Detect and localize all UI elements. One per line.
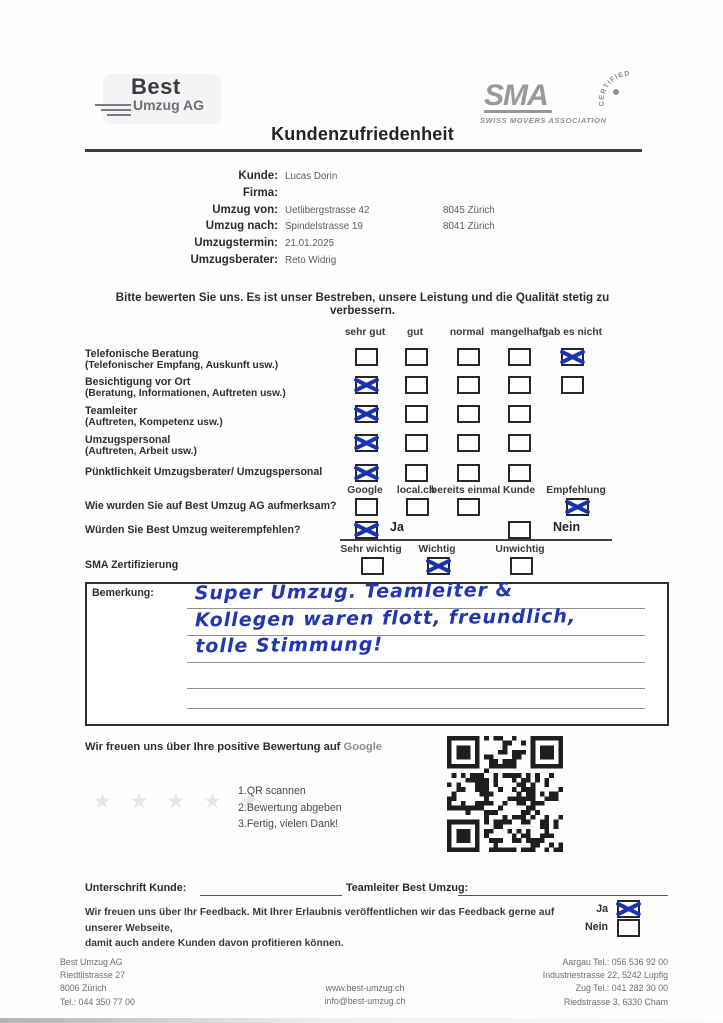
info-row-umzug-nach bbox=[85, 220, 640, 237]
checkbox-gut[interactable] bbox=[405, 405, 428, 423]
rating-question: Telefonische Beratung (Telefonischer Empfang, Auskunft usw.) bbox=[85, 348, 279, 371]
certified-badge-icon bbox=[596, 68, 640, 112]
footer-center bbox=[300, 982, 430, 1008]
google-wordmark: Google bbox=[343, 741, 383, 753]
handwritten-remarks: Super Umzug. Teamleiter & Kollegen waren flott, freundlich, tolle Stimmung! bbox=[194, 579, 577, 658]
rating-question: Teamleiter (Auftreten, Kompetenz usw.) bbox=[85, 405, 223, 428]
nein-label: Nein bbox=[553, 520, 581, 534]
column-header: normal bbox=[449, 327, 485, 338]
checkbox-wichtig[interactable] bbox=[427, 557, 450, 575]
column-header: mangelhaft bbox=[490, 327, 546, 338]
ruled-line bbox=[187, 688, 645, 689]
remarks-box bbox=[85, 579, 669, 726]
field-label: Umzugsberater: bbox=[190, 253, 278, 266]
svg-text:CERTIFIED: CERTIFIED bbox=[598, 70, 631, 107]
signature-teamleader-label: Teamleiter Best Umzug: bbox=[346, 882, 469, 894]
checkbox-unwichtig[interactable] bbox=[510, 557, 533, 575]
consent-nein-label: Nein bbox=[585, 921, 608, 933]
footer-right: Aargau Tel.: 056 536 92 00 Industriestrasse 22, 5242 Lupfig Zug Tel.: 041 282 30 00 Riedstrasse 3, 6330 Cham bbox=[542, 957, 668, 1007]
ja-label: Ja bbox=[390, 520, 404, 534]
checkbox-sehr-gut[interactable] bbox=[355, 464, 378, 482]
divider-line bbox=[340, 539, 612, 541]
checkbox-nein[interactable] bbox=[508, 521, 531, 539]
column-header: Empfehlung bbox=[546, 485, 606, 496]
checkbox-mangelhaft[interactable] bbox=[508, 405, 531, 423]
ruled-line bbox=[187, 662, 645, 663]
checkbox-gut[interactable] bbox=[405, 464, 428, 482]
checkbox-mangelhaft[interactable] bbox=[508, 376, 531, 394]
sma-logo bbox=[478, 70, 638, 130]
checkbox-normal[interactable] bbox=[457, 405, 480, 423]
field-value: Uetlibergstrasse 42 bbox=[285, 204, 370, 216]
checkbox-mangelhaft[interactable] bbox=[508, 348, 531, 366]
column-header: bereits einmal Kunde bbox=[430, 485, 536, 496]
footer-left: Best Umzug AG Riedtlistrasse 27 8006 Zürich Tel.: 044 350 77 00 bbox=[60, 957, 135, 1007]
recommend-question: Würden Sie Best Umzug weiterempfehlen? bbox=[85, 524, 301, 536]
checkbox-consent-nein[interactable] bbox=[617, 919, 640, 937]
review-steps: 1.QR scannen 2.Bewertung abgeben 3.Fertig, vielen Dank! bbox=[238, 785, 342, 830]
signature-teamleader-line[interactable] bbox=[458, 883, 668, 896]
sma-logo-subtitle: SWISS MOVERS ASSOCIATION bbox=[480, 116, 607, 125]
checkbox-normal[interactable] bbox=[457, 348, 480, 366]
field-value: Lucas Dorin bbox=[285, 171, 338, 182]
column-header: Sehr wichtig bbox=[340, 544, 402, 555]
remarks-label: Bemerkung: bbox=[92, 587, 154, 599]
email-link[interactable]: info@best-umzug.ch bbox=[324, 996, 406, 1007]
signature-customer-line[interactable] bbox=[200, 883, 342, 896]
info-row-umzugsberater bbox=[85, 254, 640, 271]
star-rating-icons: ★ ★ ★ ★ ★ bbox=[93, 790, 265, 813]
sma-logo-text: SMA bbox=[484, 82, 552, 113]
consent-text: Wir freuen uns über Ihr Feedback. Mit Ihrer Erlaubnis veröffentlichen wir das Feedback gerne auf unserer Webseite, damit auch andere Kunden davon profitieren können. bbox=[85, 907, 555, 949]
info-row-kunde bbox=[85, 170, 640, 187]
column-header: gut bbox=[406, 327, 424, 338]
rating-question: Pünktlichkeit Umzugsberater/ Umzugspersonal bbox=[85, 466, 323, 478]
checkbox-gab-es-nicht[interactable] bbox=[561, 348, 584, 366]
customer-info bbox=[85, 170, 640, 271]
ruled-line bbox=[187, 708, 645, 709]
field-label: Firma: bbox=[242, 186, 278, 199]
column-header: Unwichtig bbox=[495, 544, 545, 555]
checkbox-empfehlung[interactable] bbox=[566, 498, 589, 516]
source-question: Wie wurden Sie auf Best Umzug AG aufmerksam? bbox=[85, 500, 337, 512]
checkbox-gut[interactable] bbox=[405, 376, 428, 394]
rating-question: Besichtigung vor Ort (Beratung, Informationen, Auftreten usw.) bbox=[85, 376, 286, 399]
checkbox-sehr-gut[interactable] bbox=[355, 434, 378, 452]
checkbox-sehr-wichtig[interactable] bbox=[361, 557, 384, 575]
page-title: Kundenzufriedenheit bbox=[271, 124, 454, 144]
checkbox-sehr-gut[interactable] bbox=[355, 376, 378, 394]
checkbox-sehr-gut[interactable] bbox=[355, 348, 378, 366]
column-header: Google bbox=[347, 485, 383, 496]
consent-ja-label: Ja bbox=[596, 903, 608, 915]
info-row-firma bbox=[85, 187, 640, 204]
logo-text-umzug-ag: Umzug AG bbox=[133, 97, 205, 113]
checkbox-gut[interactable] bbox=[405, 348, 428, 366]
checkbox-mangelhaft[interactable] bbox=[508, 464, 531, 482]
field-label: Kunde: bbox=[238, 170, 278, 182]
field-value: Reto Widrig bbox=[285, 254, 337, 266]
field-label: Umzugstermin: bbox=[194, 237, 278, 250]
logo-text-best: Best bbox=[131, 74, 181, 99]
column-header: Wichtig bbox=[418, 544, 456, 555]
checkbox-google[interactable] bbox=[355, 498, 378, 516]
review-prompt: Wir freuen uns über Ihre positive Bewertung auf Google bbox=[85, 741, 383, 753]
rating-question: Umzugspersonal (Auftreten, Arbeit usw.) bbox=[85, 434, 197, 457]
importance-question: SMA Zertifizierung bbox=[85, 559, 179, 571]
checkbox-localch[interactable] bbox=[406, 498, 429, 516]
field-label: Umzug nach: bbox=[205, 220, 278, 233]
info-row-umzug-von bbox=[85, 204, 640, 221]
checkbox-normal[interactable] bbox=[457, 376, 480, 394]
field-value: 21.01.2025 bbox=[285, 238, 335, 250]
speed-lines-icon bbox=[95, 101, 131, 116]
best-umzug-logo bbox=[95, 72, 225, 124]
checkbox-normal[interactable] bbox=[457, 434, 480, 452]
checkbox-normal[interactable] bbox=[457, 464, 480, 482]
checkbox-consent-ja[interactable] bbox=[617, 900, 640, 918]
checkbox-mangelhaft[interactable] bbox=[508, 434, 531, 452]
column-header: sehr gut bbox=[344, 327, 386, 338]
field-label: Umzug von: bbox=[212, 203, 278, 216]
column-header: local.ch bbox=[396, 485, 436, 496]
signature-customer-label: Unterschrift Kunde: bbox=[85, 882, 187, 894]
website-link[interactable]: www.best-umzug.ch bbox=[325, 983, 405, 993]
field-value: Spindelstrasse 19 bbox=[285, 221, 363, 233]
column-header: gab es nicht bbox=[541, 327, 603, 338]
checkbox-ja[interactable] bbox=[355, 521, 378, 539]
checkbox-gut[interactable] bbox=[405, 434, 428, 452]
checkbox-gab-es-nicht[interactable] bbox=[561, 376, 584, 394]
intro-text: Bitte bewerten Sie uns. Es ist unser Bestreben, unsere Leistung und die Qualität stetig zu verbessern. bbox=[115, 291, 610, 317]
checkbox-sehr-gut[interactable] bbox=[355, 405, 378, 423]
title-underline bbox=[85, 149, 642, 152]
checkbox-bereits-kunde[interactable] bbox=[457, 498, 480, 516]
field-extra: 8041 Zürich bbox=[443, 221, 495, 233]
field-extra: 8045 Zürich bbox=[443, 204, 495, 216]
qr-code bbox=[447, 736, 563, 852]
info-row-umzugstermin bbox=[85, 237, 640, 254]
